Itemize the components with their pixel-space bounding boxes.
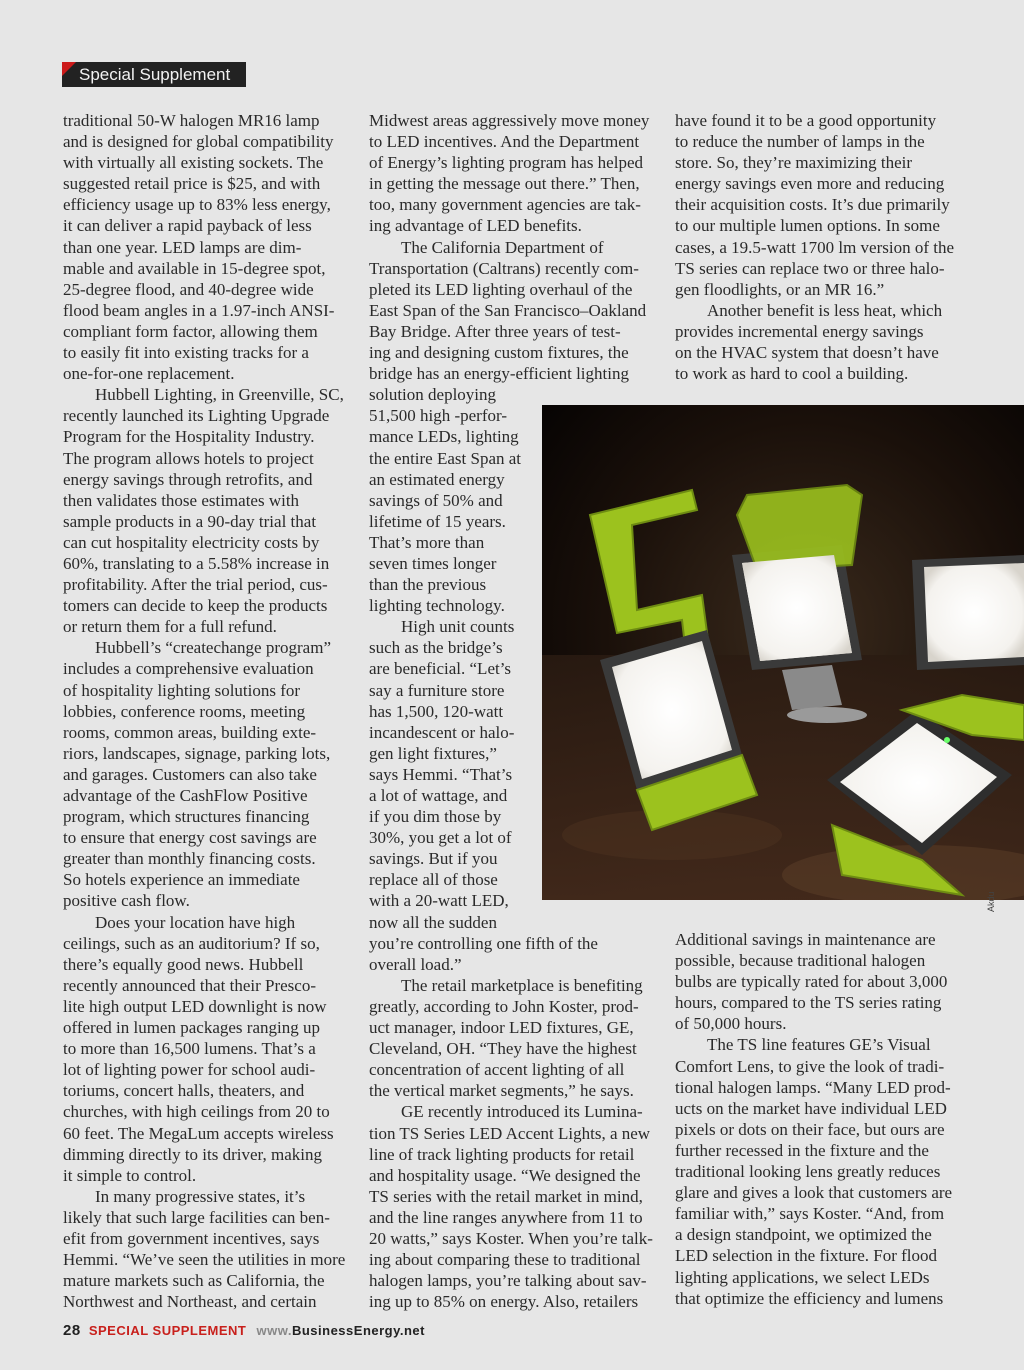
text-line: there’s equally good news. Hubbell: [63, 954, 304, 974]
page-footer: [63, 1322, 425, 1339]
text-line: energy savings even more and reducing: [675, 174, 945, 194]
text-line: cases, a 19.5-watt 1700 lm version of the: [675, 237, 955, 257]
text-line: Hubbell Lighting, in Greenville, SC,: [95, 385, 344, 405]
text-line: GE recently introduced its Lumina-: [401, 1102, 643, 1122]
text-line: can cut hospitality electricity costs by: [63, 532, 320, 552]
text-line: to easily fit into existing tracks for a: [63, 343, 309, 363]
text-line: traditional 50-W halogen MR16 lamp: [63, 111, 320, 130]
text-line: energy savings through retrofits, and: [63, 469, 313, 489]
text-line: 25-degree flood, and 40-degree wide: [63, 279, 314, 299]
text-line: to LED incentives. And the Department: [369, 132, 640, 152]
text-line: one-for-one replacement.: [63, 364, 235, 384]
text-line: uct manager, indoor LED fixtures, GE,: [369, 1018, 634, 1038]
text-line: High unit counts: [401, 617, 515, 637]
text-line: seven times longer: [369, 553, 497, 573]
text-line: That’s more than: [369, 532, 485, 552]
text-line: 60%, translating to a 5.58% increase in: [63, 553, 330, 573]
text-line: it simple to control.: [63, 1165, 197, 1185]
text-line: greatly, according to John Koster, prod-: [369, 996, 639, 1016]
text-line: Additional savings in maintenance are: [675, 930, 936, 949]
text-line: too, many government agencies are tak-: [369, 195, 641, 215]
text-line: So hotels experience an immediate: [63, 870, 300, 890]
text-line: of Energy’s lighting program has helped: [369, 153, 643, 173]
text-line: that optimize the efficiency and lumens: [675, 1288, 944, 1308]
text-line: LED selection in the fixture. For flood: [675, 1246, 938, 1266]
text-line: a lot of wattage, and: [369, 786, 508, 805]
text-line: 60 feet. The MegaLum accepts wireless: [63, 1123, 334, 1143]
text-line: advantage of the CashFlow Positive: [63, 786, 308, 805]
text-line: Transportation (Caltrans) recently com-: [369, 258, 639, 278]
text-line: The program allows hotels to project: [63, 448, 314, 468]
text-line: halogen lamps, you’re talking about sav-: [369, 1271, 647, 1291]
text-line: and garages. Customers can also take: [63, 764, 317, 784]
text-line: 51,500 high -perfor-: [369, 406, 507, 426]
text-line: ucts on the market have individual LED: [675, 1098, 947, 1118]
text-line: in getting the message out there.” Then,: [369, 174, 640, 194]
text-line: further recessed in the fixture and the: [675, 1140, 929, 1160]
text-line: savings. But if you: [369, 849, 498, 869]
text-line: than one year. LED lamps are dim-: [63, 237, 302, 257]
text-line: with virtually all existing sockets. The: [63, 153, 324, 173]
text-line: solution deploying: [369, 385, 497, 405]
text-line: tion TS Series LED Accent Lights, a new: [369, 1123, 651, 1143]
text-line: rooms, common areas, building exte-: [63, 722, 317, 742]
text-line: compliant form factor, allowing them: [63, 321, 318, 341]
text-line: ing and designing custom fixtures, the: [369, 343, 629, 363]
text-line: recently launched its Lighting Upgrade: [63, 406, 330, 426]
led-lamps-photo: [542, 405, 1024, 900]
supplement-label: SPECIAL SUPPLEMENT: [88, 1323, 247, 1338]
text-line: lighting technology.: [369, 596, 505, 616]
text-line: lifetime of 15 years.: [369, 511, 506, 531]
text-line: 30%, you get a lot of: [369, 828, 512, 848]
text-line: bridge has an energy-efficient lighting: [369, 364, 629, 384]
text-line: says Hemmi. “That’s: [369, 764, 513, 784]
text-line: of hospitality lighting solutions for: [63, 680, 301, 700]
text-line: riors, landscapes, signage, parking lots,: [63, 743, 331, 763]
text-line: you’re controlling one fifth of the: [369, 933, 598, 953]
text-line: with a 20-watt LED,: [369, 891, 509, 911]
text-line: the entire East Span at: [369, 448, 522, 468]
text-line: lighting applications, we select LEDs: [675, 1267, 930, 1287]
text-line: line of track lighting products for retail: [369, 1144, 635, 1164]
text-line: to our multiple lumen options. In some: [675, 216, 940, 236]
text-line: pixels or dots on their face, but ours are: [675, 1119, 945, 1139]
text-line: it can deliver a rapid payback of less: [63, 216, 312, 236]
text-line: are beneficial. “Let’s: [369, 659, 512, 679]
text-line: churches, with high ceilings from 20 to: [63, 1102, 330, 1122]
text-line: tomers can decide to keep the products: [63, 596, 328, 616]
text-line: such as the bridge’s: [369, 638, 503, 658]
text-line: profitability. After the trial period, cus-: [63, 575, 328, 595]
text-line: replace all of those: [369, 870, 498, 890]
text-line: Bay Bridge. After three years of test-: [369, 321, 621, 341]
page-number: 28: [63, 1322, 81, 1339]
led-lamps-illustration: [542, 405, 1024, 900]
text-line: positive cash flow.: [63, 891, 190, 911]
text-line: concentration of accent lighting of all: [369, 1060, 625, 1080]
text-line: The California Department of: [401, 237, 604, 257]
text-line: lobbies, conference rooms, meeting: [63, 701, 306, 721]
text-line: tional halogen lamps. “Many LED prod-: [675, 1077, 951, 1097]
text-line: store. So, they’re maximizing their: [675, 153, 912, 173]
text-line: mance LEDs, lighting: [369, 427, 519, 447]
text-line: efficiency usage up to 83% less energy,: [63, 195, 331, 215]
text-line: ing advantage of LED benefits.: [369, 216, 582, 236]
text-line: on the HVAC system that doesn’t have: [675, 343, 939, 363]
text-line: toriums, concert halls, theaters, and: [63, 1081, 305, 1101]
text-line: Northwest and Northeast, and certain: [63, 1292, 317, 1312]
text-line: to work as hard to cool a building.: [675, 364, 909, 384]
text-line: Another benefit is less heat, which: [707, 300, 943, 320]
text-line: gen light fixtures,”: [369, 743, 497, 763]
article-column-3-top: [675, 110, 965, 384]
text-line: possible, because traditional halogen: [675, 951, 926, 971]
text-line: Hemmi. “We’ve seen the utilities in more: [63, 1250, 346, 1270]
article-column-1: [63, 110, 353, 1312]
text-line: provides incremental energy savings: [675, 321, 924, 341]
text-line: dimming directly to its driver, making: [63, 1144, 323, 1164]
text-line: glare and gives a look that customers are: [675, 1183, 953, 1203]
text-line: pleted its LED lighting overhaul of the: [369, 279, 633, 299]
text-line: 20 watts,” says Koster. When you’re talk-: [369, 1228, 653, 1248]
section-label: [62, 62, 246, 87]
text-line: efit from government incentives, says: [63, 1228, 320, 1248]
text-line: Does your location have high: [95, 912, 296, 932]
text-line: gen floodlights, or an MR 16.”: [675, 279, 885, 299]
text-line: ing up to 85% on energy. Also, retailers: [369, 1292, 639, 1312]
text-line: the vertical market segments,” he says.: [369, 1081, 634, 1101]
text-line: offered in lumen packages ranging up: [63, 1018, 320, 1038]
text-line: suggested retail price is $25, and with: [63, 174, 321, 194]
text-line: familiar with,” says Koster. “And, from: [675, 1204, 945, 1224]
text-line: Midwest areas aggressively move money: [369, 111, 650, 130]
text-line: TS series can replace two or three halo-: [675, 258, 945, 278]
website-name: BusinessEnergy.net: [291, 1323, 425, 1338]
text-line: likely that such large facilities can ben-: [63, 1207, 330, 1227]
text-line: and hospitality usage. “We designed the: [369, 1165, 641, 1185]
text-line: and is designed for global compatibility: [63, 132, 334, 152]
website-prefix: www.: [256, 1323, 292, 1338]
text-line: their acquisition costs. It’s due primarily: [675, 195, 950, 215]
text-line: lite high output LED downlight is now: [63, 996, 327, 1016]
text-line: than the previous: [369, 575, 487, 595]
text-line: incandescent or halo-: [369, 722, 515, 742]
text-line: Comfort Lens, to give the look of tradi-: [675, 1056, 945, 1076]
text-line: savings of 50% and: [369, 490, 503, 510]
text-line: then validates those estimates with: [63, 490, 300, 510]
photo-credit: Akdu: [986, 891, 996, 912]
text-line: and the line ranges anywhere from 11 to: [369, 1207, 643, 1227]
text-line: to reduce the number of lamps in the: [675, 132, 925, 152]
text-line: flood beam angles in a 1.97-inch ANSI-: [63, 300, 335, 320]
text-line: ceilings, such as an auditorium? If so,: [63, 933, 320, 953]
text-line: to more than 16,500 lumens. That’s a: [63, 1039, 316, 1059]
text-line: overall load.”: [369, 954, 462, 974]
text-line: of 50,000 hours.: [675, 1014, 787, 1034]
text-line: if you dim those by: [369, 807, 502, 827]
text-line: program, which structures financing: [63, 807, 310, 827]
text-line: recently announced that their Presco-: [63, 975, 317, 995]
section-label-text: Special Supplement: [79, 65, 231, 84]
article-column-3-bottom: [675, 929, 965, 1309]
corner-accent: [62, 62, 76, 76]
text-line: The retail marketplace is benefiting: [401, 975, 643, 995]
text-line: East Span of the San Francisco–Oakland: [369, 300, 647, 320]
text-line: Program for the Hospitality Industry.: [63, 427, 315, 447]
text-line: greater than monthly financing costs.: [63, 849, 316, 869]
text-line: an estimated energy: [369, 469, 505, 489]
text-line: Hubbell’s “createchange program”: [95, 638, 331, 658]
text-line: traditional looking lens greatly reduces: [675, 1162, 941, 1182]
text-line: Cleveland, OH. “They have the highest: [369, 1039, 637, 1059]
text-line: to ensure that energy cost savings are: [63, 828, 317, 848]
text-line: now all the sudden: [369, 912, 497, 932]
text-line: In many progressive states, it’s: [95, 1186, 306, 1206]
text-line: mable and available in 15-degree spot,: [63, 258, 326, 278]
text-line: TS series with the retail market in mind,: [369, 1186, 643, 1206]
text-line: ing about comparing these to traditional: [369, 1250, 641, 1270]
text-line: sample products in a 90-day trial that: [63, 511, 317, 531]
text-line: mature markets such as California, the: [63, 1271, 325, 1291]
text-line: The TS line features GE’s Visual: [707, 1035, 931, 1055]
text-line: includes a comprehensive evaluation: [63, 659, 314, 679]
text-line: lot of lighting power for school audi-: [63, 1060, 316, 1080]
text-line: hours, compared to the TS series rating: [675, 993, 942, 1013]
text-line: has 1,500, 120-watt: [369, 701, 504, 721]
text-line: or return them for a full refund.: [63, 617, 277, 637]
text-line: bulbs are typically rated for about 3,000: [675, 972, 948, 992]
text-line: have found it to be a good opportunity: [675, 111, 937, 130]
text-line: say a furniture store: [369, 680, 505, 700]
text-line: a design standpoint, we optimized the: [675, 1225, 932, 1245]
